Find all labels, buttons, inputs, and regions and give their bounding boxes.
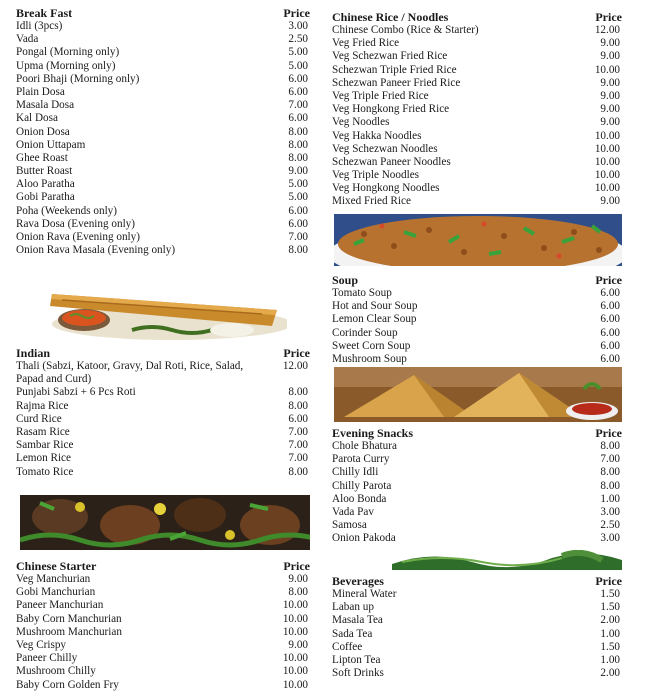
item-price: 8.00	[288, 125, 308, 138]
menu-item	[332, 493, 622, 506]
section-title: Break Fast	[16, 6, 73, 20]
item-name: Veg Hongkong Fried Rice	[332, 103, 450, 116]
menu-item	[332, 327, 622, 340]
section-title: Beverages	[332, 574, 384, 588]
item-price: 7.00	[288, 425, 308, 438]
item-name: Onion Rava (Evening only)	[16, 231, 140, 243]
item-price: 8.00	[288, 465, 308, 478]
menu-item	[16, 191, 310, 204]
item-price: 9.00	[600, 89, 620, 102]
item-name: Sada Tea	[332, 627, 373, 640]
menu-item	[332, 169, 622, 182]
item-name: Paneer Manchurian	[16, 599, 104, 612]
item-price: 12.00	[282, 360, 308, 372]
item-name: Laban up	[332, 601, 374, 614]
fried-rice-photo	[334, 214, 622, 266]
item-price: 2.50	[288, 33, 308, 46]
menu-item	[332, 506, 622, 519]
menu-item	[16, 439, 310, 452]
menu-item	[332, 601, 622, 614]
item-list	[16, 573, 310, 692]
item-price: 9.00	[600, 103, 620, 116]
menu-item	[16, 413, 310, 426]
item-name: Aloo Bonda	[332, 492, 387, 505]
item-price: 5.00	[288, 191, 308, 204]
menu-item	[16, 231, 310, 244]
price-heading: Price	[283, 346, 310, 360]
menu-item	[332, 116, 622, 129]
section-header	[16, 6, 310, 20]
item-name: Tomato Soup	[332, 287, 392, 299]
price-heading: Price	[595, 574, 622, 588]
item-name: Veg Fried Rice	[332, 37, 400, 50]
item-price: 10.00	[282, 678, 308, 691]
item-name: Rasam Rice	[16, 425, 70, 438]
item-price: 6.00	[600, 326, 620, 339]
section-title: Chinese Rice / Noodles	[332, 10, 449, 24]
menu-item	[332, 353, 622, 366]
item-list	[16, 360, 310, 479]
item-name: Veg Triple Noodles	[332, 169, 420, 182]
item-price: 9.00	[600, 116, 620, 129]
item-price: 10.00	[282, 665, 308, 678]
section-header	[332, 273, 622, 287]
menu-item	[332, 37, 622, 50]
item-name: Lemon Clear Soup	[332, 313, 417, 326]
item-name: Punjabi Sabzi + 6 Pcs Roti	[16, 386, 136, 399]
item-price: 8.00	[600, 466, 620, 479]
item-price: 9.00	[600, 76, 620, 89]
section-title: Soup	[332, 273, 359, 287]
item-price: 10.00	[594, 182, 620, 195]
item-name: Baby Corn Golden Fry	[16, 678, 119, 691]
item-price: 6.00	[600, 339, 620, 352]
item-price: 6.00	[288, 72, 308, 85]
menu-item	[332, 340, 622, 353]
item-price: 1.00	[600, 627, 620, 640]
menu-item	[16, 639, 310, 652]
item-name: Corinder Soup	[332, 326, 398, 339]
item-name: Parota Curry	[332, 453, 390, 466]
item-name: Veg Hongkong Noodles	[332, 182, 440, 195]
item-name: Baby Corn Manchurian	[16, 612, 122, 625]
item-name: Veg Crispy	[16, 638, 67, 651]
item-name: Sweet Corn Soup	[332, 339, 411, 352]
item-name: Hot and Sour Soup	[332, 300, 418, 313]
item-price: 2.00	[600, 667, 620, 680]
menu-item	[332, 614, 622, 627]
item-name: Masala Tea	[332, 614, 383, 627]
item-name: Veg Triple Fried Rice	[332, 89, 429, 102]
chinese-rice-section	[332, 10, 622, 209]
item-price: 10.00	[282, 625, 308, 638]
indian-section	[16, 346, 310, 479]
item-name: Mushroom Chilly	[16, 665, 96, 678]
item-price: 6.00	[600, 313, 620, 326]
samosa-photo	[334, 367, 622, 422]
item-name: Paneer Chilly	[16, 652, 78, 665]
item-name: Aloo Paratha	[16, 178, 75, 191]
item-price: 10.00	[594, 63, 620, 76]
item-name: Samosa	[332, 519, 367, 532]
menu-item	[16, 426, 310, 439]
item-name: Mixed Fried Rice	[332, 195, 411, 208]
menu-item	[16, 360, 310, 386]
menu-item	[332, 195, 622, 208]
item-name: Chinese Combo (Rice & Starter)	[332, 24, 479, 36]
menu-item	[332, 300, 622, 313]
item-price: 7.00	[288, 231, 308, 243]
item-price: 10.00	[594, 142, 620, 155]
menu-item	[332, 156, 622, 169]
item-price: 6.00	[288, 85, 308, 98]
menu-item	[332, 628, 622, 641]
menu-item	[332, 519, 622, 532]
item-name: Onion Pakoda	[332, 532, 396, 545]
item-name: Veg Schezwan Fried Rice	[332, 50, 448, 63]
item-name: Veg Manchurian	[16, 573, 91, 585]
price-heading: Price	[595, 426, 622, 440]
item-price: 7.00	[288, 439, 308, 452]
item-price: 8.00	[288, 586, 308, 599]
menu-item	[332, 143, 622, 156]
item-name: Chilly Parota	[332, 479, 392, 492]
menu-item	[16, 400, 310, 413]
menu-item	[16, 386, 310, 399]
item-price: 10.00	[594, 129, 620, 142]
item-price: 2.50	[600, 519, 620, 532]
price-heading: Price	[595, 273, 622, 287]
menu-item	[16, 99, 310, 112]
item-name: Veg Schezwan Noodles	[332, 142, 438, 155]
item-price: 6.00	[600, 300, 620, 313]
item-price: 8.00	[288, 399, 308, 412]
menu-item	[16, 165, 310, 178]
item-name: Onion Dosa	[16, 125, 70, 138]
section-header	[16, 346, 310, 360]
item-name: Butter Roast	[16, 165, 73, 178]
item-price: 7.00	[288, 452, 308, 465]
item-price: 5.00	[288, 46, 308, 59]
menu-item	[332, 24, 622, 37]
item-name: Tomato Rice	[16, 465, 74, 478]
menu-item	[332, 453, 622, 466]
item-name: Masala Dosa	[16, 99, 75, 112]
item-name: Onion Uttapam	[16, 138, 86, 151]
item-price: 8.00	[288, 138, 308, 151]
section-title: Chinese Starter	[16, 559, 97, 573]
item-name: Schezwan Triple Fried Rice	[332, 63, 457, 76]
section-header	[16, 559, 310, 573]
item-name: Chilly Idli	[332, 466, 379, 479]
item-price: 10.00	[282, 652, 308, 665]
item-name: Veg Hakka Noodles	[332, 129, 422, 142]
item-name: Idli (3pcs)	[16, 20, 63, 32]
menu-item	[16, 652, 310, 665]
chinese-starter-section	[16, 559, 310, 692]
item-price: 8.00	[288, 386, 308, 399]
item-price: 9.00	[288, 165, 308, 178]
menu-item	[332, 532, 622, 545]
menu-item	[332, 440, 622, 453]
menu-item	[332, 641, 622, 654]
item-price: 12.00	[594, 24, 620, 36]
breakfast-section	[16, 6, 310, 257]
item-price: 10.00	[594, 155, 620, 168]
item-name: Poori Bhaji (Morning only)	[16, 72, 140, 85]
item-list	[332, 24, 622, 209]
item-name: Mineral Water	[332, 588, 397, 600]
menu-item	[16, 218, 310, 231]
item-price: 3.00	[288, 20, 308, 32]
item-name: Kal Dosa	[16, 112, 58, 125]
item-price: 9.00	[288, 573, 308, 585]
section-header	[332, 574, 622, 588]
menu-item	[332, 287, 622, 300]
item-price: 3.00	[600, 532, 620, 545]
item-list	[332, 588, 622, 680]
item-name: Onion Rava Masala (Evening only)	[16, 244, 176, 257]
item-price: 1.00	[600, 653, 620, 666]
menu-item	[332, 466, 622, 479]
item-list	[332, 287, 622, 366]
item-name: Coffee	[332, 640, 363, 653]
section-title: Indian	[16, 346, 51, 360]
item-price: 7.00	[600, 453, 620, 466]
item-name: Ghee Roast	[16, 151, 68, 164]
menu-item	[332, 588, 622, 601]
item-price: 1.50	[600, 588, 620, 600]
item-name: Poha (Weekends only)	[16, 204, 118, 217]
soup-section	[332, 273, 622, 366]
menu-item	[16, 33, 310, 46]
item-price: 10.00	[594, 169, 620, 182]
item-price: 6.00	[288, 204, 308, 217]
item-price: 8.00	[288, 151, 308, 164]
item-price: 5.00	[288, 178, 308, 191]
menu-item	[16, 139, 310, 152]
item-name: Veg Noodles	[332, 116, 390, 129]
item-price: 5.00	[288, 59, 308, 72]
menu-item	[332, 654, 622, 667]
menu-item	[16, 466, 310, 479]
item-price: 9.00	[600, 50, 620, 63]
price-heading: Price	[595, 10, 622, 24]
item-price: 6.00	[288, 412, 308, 425]
item-price: 10.00	[282, 612, 308, 625]
menu-item	[332, 50, 622, 63]
dosa-photo	[32, 280, 287, 342]
menu-item	[332, 130, 622, 143]
evening-snacks-section	[332, 426, 622, 546]
item-price: 3.00	[600, 505, 620, 518]
item-name: Thali (Sabzi, Katoor, Gravy, Dal Roti, Rice, Salad, Papad and Curd)	[16, 360, 244, 386]
menu-item	[16, 73, 310, 86]
item-list	[16, 20, 310, 257]
item-price: 9.00	[288, 638, 308, 651]
menu-item	[16, 613, 310, 626]
menu-item	[332, 667, 622, 680]
menu-item	[16, 599, 310, 612]
menu-item	[332, 77, 622, 90]
item-price: 1.50	[600, 601, 620, 614]
item-price: 9.00	[600, 37, 620, 50]
item-name: Curd Rice	[16, 412, 62, 425]
item-name: Vada Pav	[332, 505, 374, 518]
price-heading: Price	[283, 559, 310, 573]
leaf-garnish-photo	[392, 550, 622, 570]
menu-item	[16, 244, 310, 257]
item-name: Mushroom Manchurian	[16, 625, 122, 638]
item-name: Plain Dosa	[16, 85, 65, 98]
item-name: Gobi Manchurian	[16, 586, 96, 599]
menu-item	[16, 60, 310, 73]
item-price: 1.50	[600, 640, 620, 653]
menu-item	[332, 90, 622, 103]
item-price: 8.00	[288, 244, 308, 257]
item-name: Lipton Tea	[332, 653, 381, 666]
menu-item	[16, 665, 310, 678]
item-price: 2.00	[600, 614, 620, 627]
item-name: Mushroom Soup	[332, 352, 407, 365]
item-name: Pongal (Morning only)	[16, 46, 120, 59]
menu-item	[332, 103, 622, 116]
menu-item	[16, 86, 310, 99]
item-name: Rava Dosa (Evening only)	[16, 217, 135, 230]
menu-item	[16, 152, 310, 165]
item-name: Chole Bhatura	[332, 440, 397, 452]
menu-item	[16, 573, 310, 586]
item-name: Lemon Rice	[16, 452, 71, 465]
menu-item	[332, 182, 622, 195]
item-price: 6.00	[600, 352, 620, 365]
menu-item	[16, 452, 310, 465]
item-price: 8.00	[600, 479, 620, 492]
item-list	[332, 440, 622, 546]
item-name: Sambar Rice	[16, 439, 74, 452]
menu-item	[332, 64, 622, 77]
menu-item	[16, 178, 310, 191]
item-price: 1.00	[600, 492, 620, 505]
item-price: 9.00	[600, 195, 620, 208]
item-price: 8.00	[600, 440, 620, 452]
menu-item	[16, 126, 310, 139]
menu-item	[16, 205, 310, 218]
section-header	[332, 426, 622, 440]
menu-item	[332, 480, 622, 493]
menu-item	[16, 46, 310, 59]
item-name: Upma (Morning only)	[16, 59, 116, 72]
item-name: Schezwan Paneer Noodles	[332, 155, 451, 168]
item-price: 10.00	[282, 599, 308, 612]
item-name: Schezwan Paneer Fried Rice	[332, 76, 461, 89]
starter-photo	[20, 495, 310, 550]
menu-item	[332, 313, 622, 326]
menu-item	[16, 20, 310, 33]
menu-item	[16, 112, 310, 125]
beverages-section	[332, 574, 622, 680]
item-name: Vada	[16, 33, 39, 46]
menu-item	[16, 679, 310, 692]
section-header	[332, 10, 622, 24]
item-price: 6.00	[600, 287, 620, 299]
menu-item	[16, 586, 310, 599]
item-name: Rajma Rice	[16, 399, 69, 412]
item-name: Gobi Paratha	[16, 191, 75, 204]
item-price: 6.00	[288, 217, 308, 230]
item-name: Soft Drinks	[332, 667, 384, 680]
item-price: 6.00	[288, 112, 308, 125]
price-heading: Price	[283, 6, 310, 20]
section-title: Evening Snacks	[332, 426, 414, 440]
menu-item	[16, 626, 310, 639]
item-price: 7.00	[288, 99, 308, 112]
